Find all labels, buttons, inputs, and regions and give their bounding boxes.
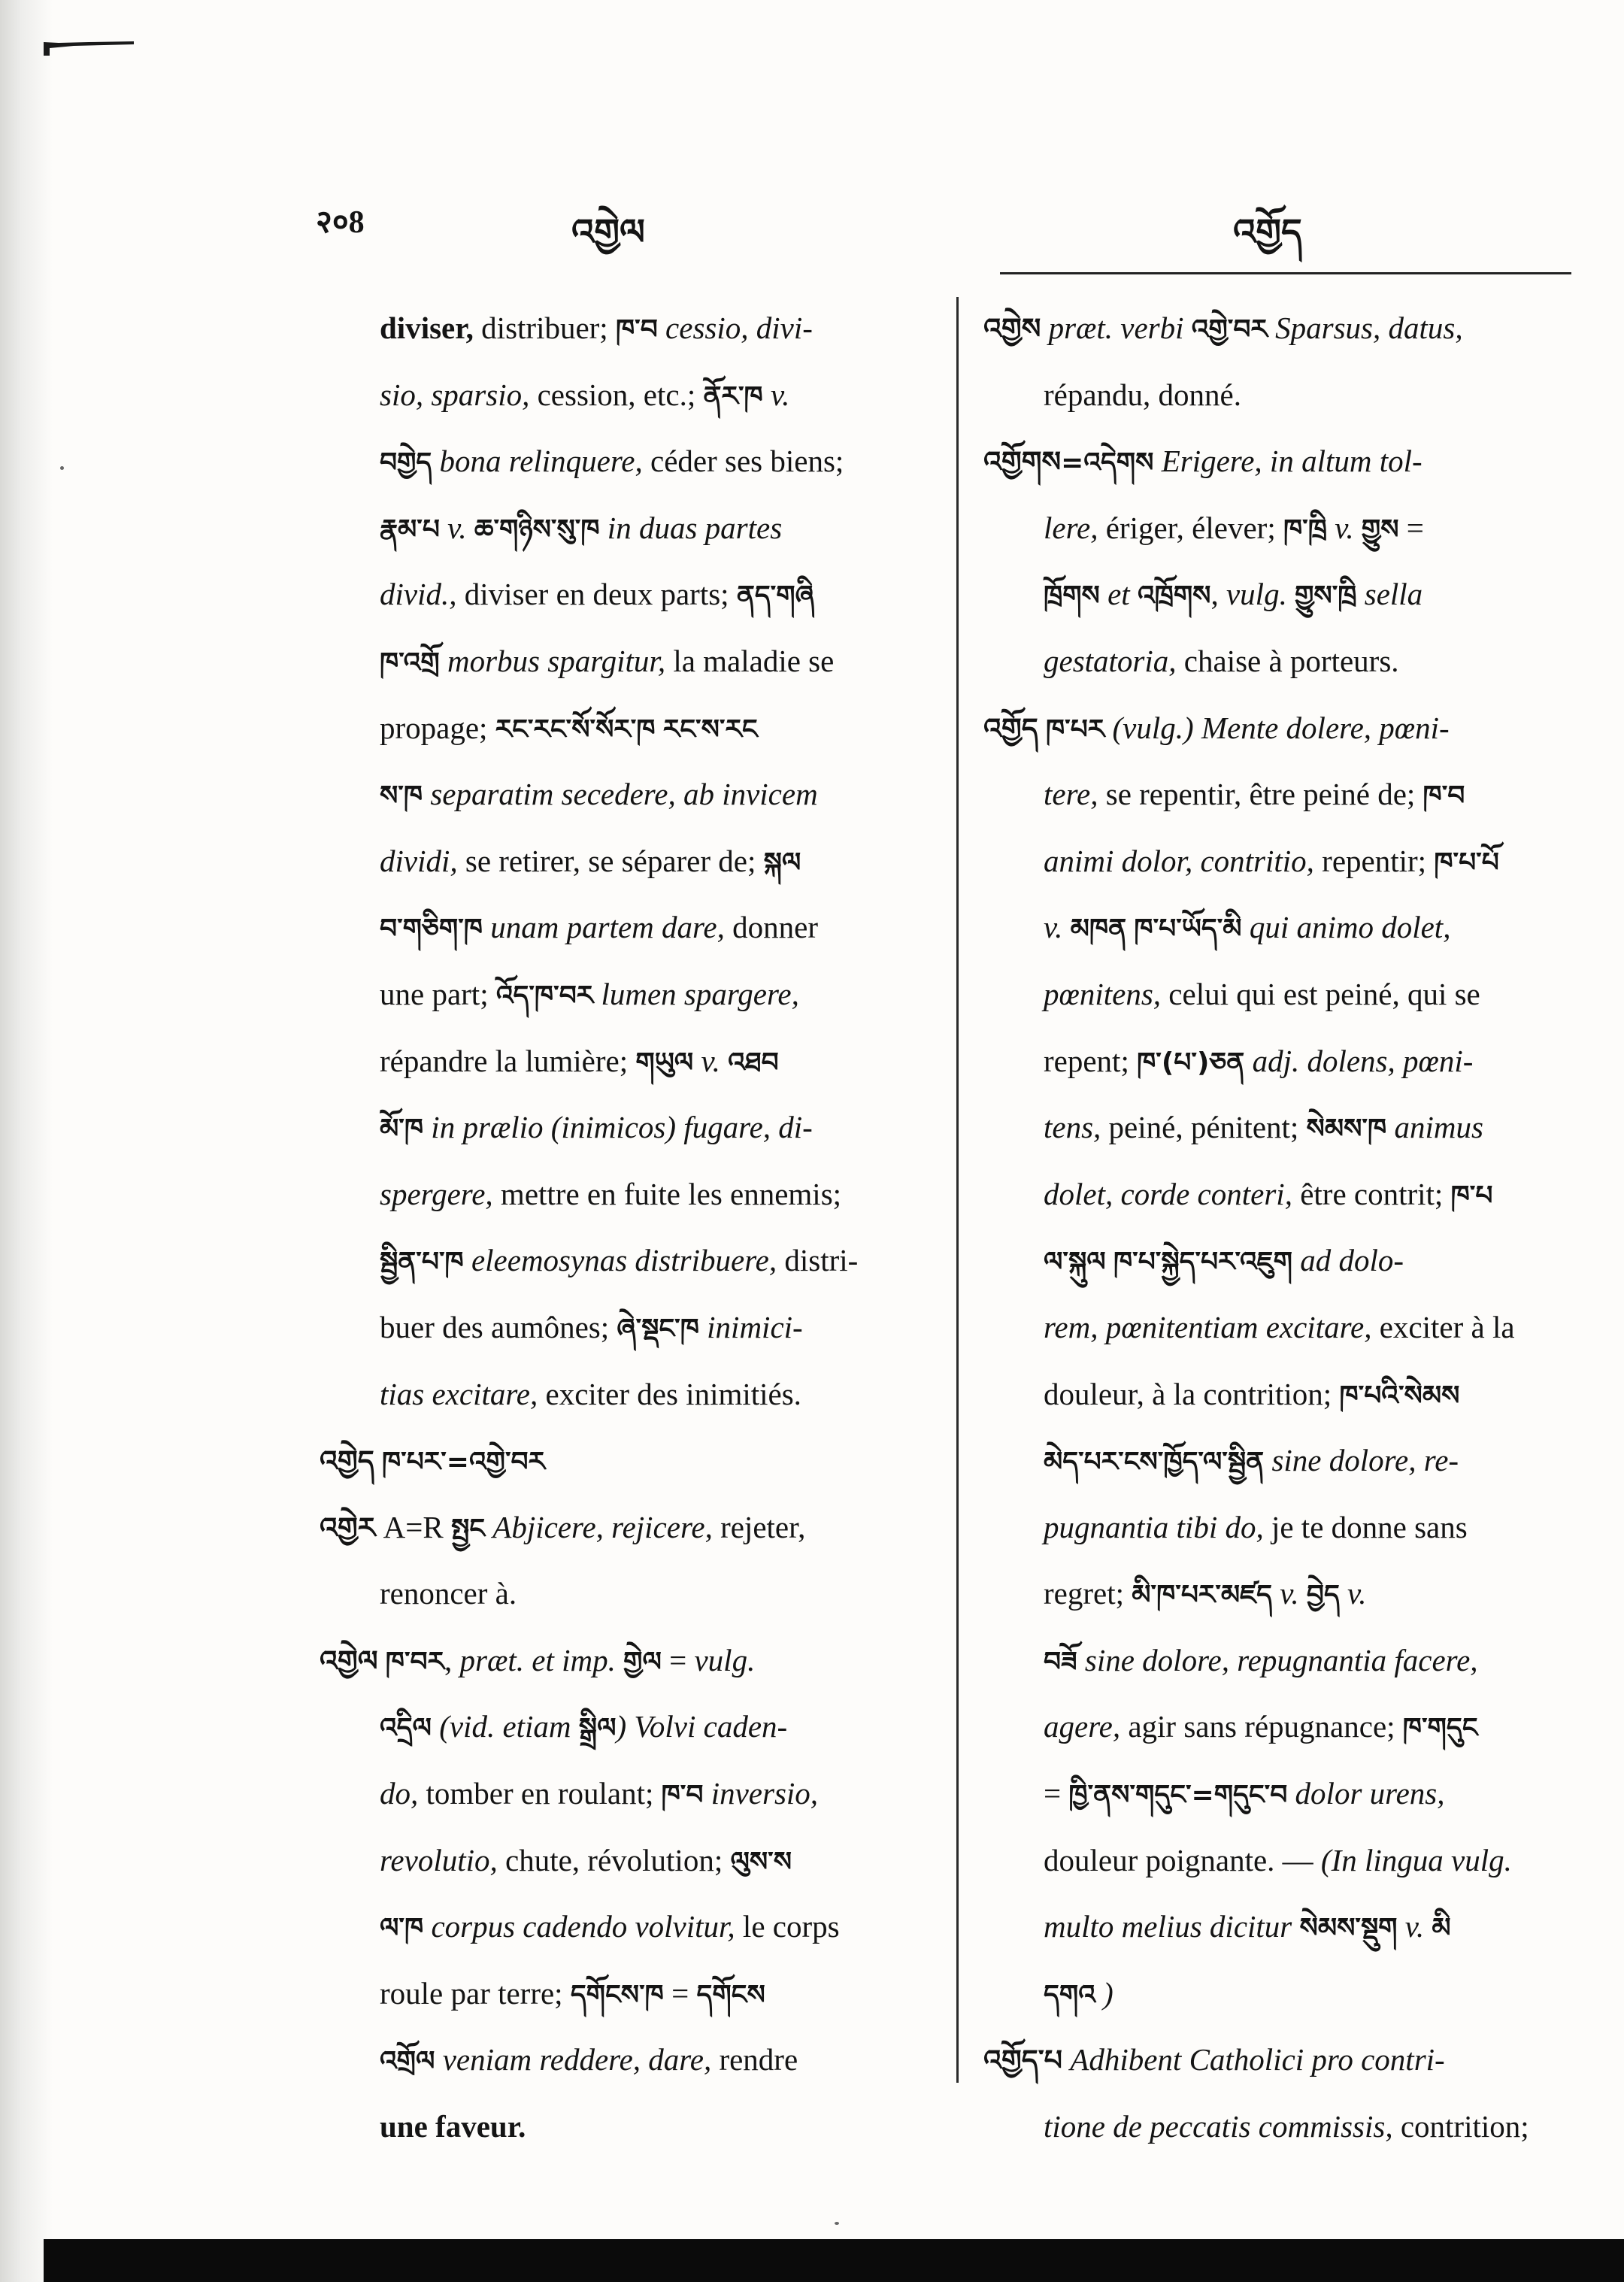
- french-text: répandu, donné.: [1044, 377, 1241, 412]
- french-text: une faveur.: [380, 2109, 526, 2144]
- latin-text: tione de peccatis commissis,: [1044, 2109, 1393, 2144]
- latin-text: rem, pœnitentiam excitare,: [1044, 1309, 1372, 1344]
- latin-text: et: [1099, 577, 1138, 612]
- latin-text: eleemosynas distribuere,: [463, 1243, 777, 1278]
- french-text: [1038, 711, 1046, 745]
- french-text: =: [663, 1975, 697, 2011]
- right-column: [983, 295, 1579, 2160]
- tibetan-text: མི: [1432, 1913, 1451, 1944]
- latin-text: tias excitare,: [380, 1376, 538, 1411]
- tibetan-text: ས་ཁ: [380, 780, 423, 812]
- text-line: [983, 1893, 1579, 1960]
- french-text: repentir;: [1313, 843, 1435, 878]
- tibetan-text: ལུས་ས: [730, 1846, 792, 1877]
- french-text: contrition;: [1392, 2109, 1529, 2144]
- tibetan-text: ཁྱི་ནས་གདུང་=གདུང་བ: [1068, 1780, 1288, 1811]
- french-text: chaise à porteurs.: [1176, 643, 1399, 678]
- french-text: ,: [444, 1642, 460, 1677]
- latin-text: v.: [1339, 1576, 1367, 1611]
- tibetan-text: ནོར་ཁ: [703, 380, 763, 412]
- entry-headword: འགྱོད་པ: [983, 2044, 1063, 2077]
- latin-text: v.: [762, 377, 790, 412]
- text-line: [320, 1693, 940, 1760]
- tibetan-text: ཁ་འགྲོ: [380, 647, 440, 678]
- text-line: [320, 1161, 940, 1228]
- text-line: [983, 1294, 1579, 1361]
- latin-text: sella: [1356, 577, 1423, 612]
- text-line: [983, 894, 1579, 961]
- french-text: rejeter,: [712, 1509, 806, 1544]
- text-line: [320, 1627, 940, 1694]
- french-text: =: [661, 1642, 695, 1677]
- tibetan-text: མཁན: [1070, 914, 1127, 945]
- french-text: douleur, à la contrition;: [1044, 1376, 1340, 1411]
- text-line: [983, 695, 1579, 762]
- column-divider: [956, 297, 959, 2083]
- latin-text: dividi,: [380, 843, 458, 878]
- text-line: [983, 1094, 1579, 1161]
- tibetan-text: བཟོ: [1044, 1646, 1077, 1677]
- text-line: [320, 628, 940, 695]
- text-line: [983, 362, 1579, 429]
- latin-text: v.: [439, 510, 474, 545]
- text-line: [320, 1960, 940, 2027]
- text-line: [320, 1361, 940, 1428]
- tibetan-text: གྱུས་ཁྲི: [1295, 580, 1357, 612]
- text-line: [320, 561, 940, 628]
- text-line: [983, 1028, 1579, 1095]
- tibetan-text: སྦྱིན་པ་ཁ: [380, 1247, 464, 1278]
- running-head-left: འགྱེལ: [571, 211, 645, 253]
- latin-text: lere,: [1044, 510, 1098, 545]
- french-text: roule par terre;: [380, 1975, 571, 2011]
- french-text: [616, 1643, 623, 1677]
- tibetan-text: ཁ་པ: [1450, 1180, 1493, 1211]
- french-text: [374, 1443, 382, 1477]
- latin-text: ) Volvi caden-: [616, 1709, 788, 1744]
- french-text: [656, 711, 663, 745]
- french-text: répandre la lumière;: [380, 1043, 636, 1078]
- latin-text: ): [1095, 1975, 1113, 2011]
- french-text: le corps: [735, 1909, 840, 1944]
- tibetan-text: ཁ་པ་པོ: [1434, 847, 1499, 878]
- latin-text: agere,: [1044, 1709, 1121, 1744]
- text-line: [983, 1427, 1579, 1494]
- text-line: [320, 428, 940, 495]
- french-text: être contrit;: [1292, 1176, 1451, 1211]
- tibetan-text: འགྲོལ: [380, 2046, 435, 2077]
- text-line: [320, 828, 940, 895]
- latin-text: Adhibent Catholici pro contri-: [1062, 2042, 1445, 2077]
- french-text: renoncer à.: [380, 1576, 517, 1611]
- tibetan-text: མོ་ཁ: [380, 1114, 424, 1145]
- french-text: douleur poignante. —: [1044, 1842, 1321, 1877]
- french-text: ériger, élever;: [1098, 510, 1283, 545]
- text-line: [983, 2093, 1579, 2160]
- french-text: peiné, pénitent;: [1101, 1110, 1307, 1145]
- latin-text: (In lingua vulg.: [1320, 1842, 1512, 1877]
- latin-text: sine dolore, repugnantia facere,: [1077, 1642, 1478, 1677]
- french-text: la maladie se: [665, 643, 835, 678]
- text-line: [320, 2026, 940, 2093]
- latin-text: dolor urens,: [1287, 1776, 1445, 1811]
- text-line: [983, 1494, 1579, 1561]
- tibetan-text: སྤྱང: [450, 1513, 486, 1544]
- french-text: distri-: [777, 1243, 859, 1278]
- latin-text: (vulg.) Mente dolere, pœni-: [1104, 710, 1450, 745]
- latin-text: veniam reddere, dare,: [435, 2042, 712, 2077]
- text-line: [983, 1161, 1579, 1228]
- french-text: diviser,: [380, 311, 482, 345]
- tibetan-text: ཁ་བ: [615, 314, 658, 345]
- tibetan-text: ཁ་ཁྲི: [1283, 514, 1327, 545]
- french-text: diviser en deux parts;: [456, 577, 737, 612]
- text-line: [320, 761, 940, 828]
- latin-text: v.: [1397, 1909, 1432, 1944]
- tibetan-text: ཁ་བ: [1423, 780, 1465, 812]
- latin-text: v.: [1044, 910, 1071, 945]
- entry-headword: འགྱོགས: [983, 445, 1062, 479]
- latin-text: spergere,: [380, 1176, 493, 1211]
- text-line: [983, 961, 1579, 1028]
- latin-text: præt. et imp.: [459, 1642, 616, 1677]
- text-line: [320, 1827, 940, 1894]
- latin-text: qui animo dolet,: [1241, 910, 1451, 945]
- tibetan-text: དགོངས་ཁ: [570, 1979, 664, 2011]
- tibetan-text: =འདེགས: [1061, 447, 1154, 479]
- latin-text: lumen spargere,: [593, 976, 799, 1011]
- latin-text: Abjicere, rejicere,: [485, 1509, 713, 1544]
- latin-text: bona relinquere,: [432, 444, 643, 479]
- french-text: =: [1044, 1776, 1069, 1811]
- tibetan-text: གྱེལ: [623, 1646, 662, 1677]
- latin-text: sio, sparsio,: [380, 377, 530, 412]
- latin-text: tere,: [1044, 777, 1098, 812]
- french-text: cession, etc.;: [529, 377, 704, 412]
- latin-text: præt. verbi: [1041, 311, 1192, 345]
- latin-text: v.: [1326, 510, 1362, 545]
- tibetan-text: བ་གཅིག་ཁ: [380, 914, 483, 945]
- tibetan-text: གྱུས: [1361, 514, 1399, 545]
- latin-text: pugnantia tibi do,: [1044, 1509, 1264, 1544]
- tibetan-text: རང་ས་རང: [662, 714, 758, 745]
- text-line: [320, 1427, 940, 1494]
- text-line: [983, 1361, 1579, 1428]
- latin-text: animus: [1386, 1110, 1483, 1145]
- tibetan-text: ཁ་པར་=འགྱེ་བར: [381, 1447, 546, 1478]
- tibetan-text: རྣམ་པ: [380, 514, 440, 545]
- left-column: [320, 295, 940, 2160]
- french-text: se retirer, se séparer de;: [457, 843, 764, 878]
- tibetan-text: སེམས་ཁ: [1306, 1114, 1387, 1145]
- tibetan-text: ཁ་པར: [1045, 714, 1105, 745]
- tibetan-text: འདྲིལ: [380, 1713, 432, 1744]
- tibetan-text: འཐབ: [728, 1047, 779, 1078]
- text-line: [983, 295, 1579, 362]
- running-head-right: འགྱོད: [1233, 211, 1302, 253]
- scan-bottom-border: [44, 2239, 1624, 2282]
- text-line: [983, 1693, 1579, 1760]
- text-line: [983, 1827, 1579, 1894]
- tibetan-text: ཁ་བ: [661, 1780, 704, 1811]
- text-line: [320, 894, 940, 961]
- french-text: [1287, 577, 1295, 611]
- entry-headword: འགྱེད: [320, 1444, 374, 1478]
- text-line: [320, 1028, 940, 1095]
- tibetan-text: ནད་གཞི: [736, 580, 814, 612]
- latin-text: do,: [380, 1776, 419, 1811]
- latin-text: morbus spargitur,: [439, 643, 666, 678]
- french-text: [1126, 910, 1134, 944]
- text-line: [983, 495, 1579, 562]
- latin-text: cessio, divi-: [657, 311, 813, 345]
- latin-text: (vid. etiam: [431, 1709, 579, 1744]
- french-text: [1106, 1243, 1113, 1277]
- latin-text: v.: [693, 1043, 729, 1078]
- french-text: regret;: [1044, 1576, 1132, 1611]
- french-text: agir sans répugnance;: [1120, 1709, 1403, 1744]
- text-line: [320, 1227, 940, 1294]
- text-line: [983, 1760, 1579, 1827]
- entry-headword: འགྱེར: [320, 1511, 376, 1544]
- scan-margin-shade: [0, 0, 53, 2282]
- text-line: [320, 1893, 940, 1960]
- tibetan-text: འོད་ཁ་བར: [495, 980, 594, 1011]
- text-line: [983, 761, 1579, 828]
- french-text: je te donne sans: [1263, 1509, 1468, 1544]
- text-line: [983, 628, 1579, 695]
- text-line: [320, 1760, 940, 1827]
- latin-text: gestatoria,: [1044, 643, 1177, 678]
- french-text: céder ses biens;: [642, 444, 844, 479]
- entry-headword: འགྱོད: [983, 711, 1038, 745]
- latin-text: in prælio (inimicos) fugare, di-: [423, 1110, 813, 1145]
- corner-scan-mark: [44, 39, 134, 56]
- latin-text: ad dolo-: [1292, 1243, 1404, 1278]
- latin-text: pœnitens,: [1044, 976, 1162, 1011]
- text-line: [320, 1560, 940, 1627]
- page-number: २०8: [316, 205, 365, 240]
- french-text: distribuer;: [481, 311, 616, 345]
- latin-text: revolutio,: [380, 1842, 498, 1877]
- tibetan-text: དགོངས: [696, 1979, 765, 2011]
- latin-text: tens,: [1044, 1110, 1101, 1145]
- text-line: [320, 295, 940, 362]
- entry-headword: འགྱེས: [983, 312, 1041, 345]
- tibetan-text: སྐལ: [763, 847, 801, 878]
- tibetan-text: རང་རང་སོ་སོར་ཁ: [495, 714, 656, 745]
- latin-text: multo melius dicitur: [1044, 1909, 1292, 1944]
- french-text: rendre: [711, 2042, 798, 2077]
- french-text: [1292, 1909, 1299, 1944]
- tibetan-text: ཞེ་སྡང་ཁ: [617, 1313, 699, 1344]
- tibetan-text: མེད་པར་ངས་ཁྱོད་ལ་སྦྱིན: [1044, 1447, 1265, 1478]
- latin-text: v.: [1271, 1576, 1307, 1611]
- text-line: [983, 561, 1579, 628]
- tibetan-text: མི་ཁ་པར་མཛད: [1132, 1580, 1272, 1611]
- french-text: exciter des inimitiés.: [538, 1376, 801, 1411]
- latin-text: Sparsus, datus,: [1267, 311, 1463, 345]
- tibetan-text: ཁ་བར: [385, 1646, 445, 1677]
- tibetan-text: ཁ་(པ་)ཅན: [1137, 1047, 1245, 1078]
- french-text: se repentir, être peiné de;: [1098, 777, 1423, 812]
- latin-text: in duas partes: [599, 510, 783, 545]
- french-text: donner: [724, 910, 818, 945]
- tibetan-text: ཆ་གཉིས་སུ་ཁ: [474, 514, 600, 545]
- tibetan-text: འཁྲོགས: [1137, 580, 1211, 612]
- tibetan-text: ལ་སྐུལ: [1044, 1247, 1106, 1278]
- latin-text: adj. dolens, pœni-: [1244, 1043, 1474, 1078]
- french-text: tomber en roulant;: [418, 1776, 662, 1811]
- french-text: exciter à la: [1371, 1309, 1515, 1344]
- tibetan-text: འགྱེ་བར: [1191, 314, 1268, 345]
- text-line: [983, 828, 1579, 895]
- scan-speck: [835, 2222, 839, 2225]
- tibetan-text: སྒྲིལ: [578, 1713, 617, 1744]
- text-line: [320, 362, 940, 429]
- latin-text: animi dolor, contritio,: [1044, 843, 1314, 878]
- entry-headword: འགྱེལ: [320, 1644, 378, 1677]
- text-line: [983, 1227, 1579, 1294]
- text-line: [983, 1560, 1579, 1627]
- latin-text: vulg.: [1226, 577, 1287, 612]
- french-text: ,: [1210, 577, 1226, 612]
- tibetan-text: ཁ་གདུང: [1402, 1713, 1478, 1744]
- latin-text: divid.,: [380, 577, 457, 612]
- text-line: [320, 2093, 940, 2160]
- tibetan-text: ཁ་པ་ཡོད་མི: [1134, 914, 1242, 945]
- french-text: propage;: [380, 710, 495, 745]
- text-line: [983, 428, 1579, 495]
- latin-text: corpus cadendo volvitur,: [423, 1909, 735, 1944]
- french-text: A=R: [375, 1509, 451, 1544]
- french-text: chute, révolution;: [497, 1842, 731, 1877]
- text-line: [320, 1094, 940, 1161]
- tibetan-text: སེམས་སྡུག: [1299, 1913, 1398, 1944]
- text-line: [983, 2026, 1579, 2093]
- tibetan-text: བྱེད: [1306, 1580, 1340, 1611]
- tibetan-text: ཁ་པའི་སེམས: [1339, 1380, 1460, 1411]
- latin-text: separatim secedere, ab invicem: [423, 777, 818, 812]
- tibetan-text: དགའ: [1044, 1979, 1095, 2011]
- text-line: [320, 1294, 940, 1361]
- french-text: [378, 1643, 386, 1677]
- text-line: [320, 495, 940, 562]
- latin-text: sine dolore, re-: [1264, 1443, 1459, 1478]
- french-text: =: [1398, 510, 1424, 545]
- text-line: [983, 1960, 1579, 2027]
- text-line: [320, 961, 940, 1028]
- latin-text: Erigere, in altum tol-: [1153, 444, 1423, 479]
- latin-text: unam partem dare,: [482, 910, 725, 945]
- tibetan-text: བགྱེད: [380, 447, 432, 479]
- scan-speck: [60, 466, 64, 470]
- french-text: repent;: [1044, 1043, 1138, 1078]
- french-text: buer des aumônes;: [380, 1309, 617, 1344]
- french-text: une part;: [380, 976, 496, 1011]
- header-rule: [1000, 272, 1571, 274]
- latin-text: inversio,: [703, 1776, 819, 1811]
- text-line: [320, 695, 940, 762]
- tibetan-text: ཁྲོགས: [1044, 580, 1100, 612]
- latin-text: inimici-: [698, 1309, 803, 1344]
- latin-text: vulg.: [694, 1642, 756, 1677]
- latin-text: dolet, corde conteri,: [1044, 1176, 1292, 1211]
- french-text: mettre en fuite les ennemis;: [492, 1176, 842, 1211]
- tibetan-text: ལ་ཁ: [380, 1913, 424, 1944]
- french-text: celui qui est peiné, qui se: [1161, 976, 1480, 1011]
- tibetan-text: གཡུལ: [635, 1047, 694, 1078]
- text-line: [983, 1627, 1579, 1694]
- tibetan-text: ཁ་པ་སྐྱེད་པར་འཇུག: [1113, 1247, 1293, 1278]
- text-line: [320, 1494, 940, 1561]
